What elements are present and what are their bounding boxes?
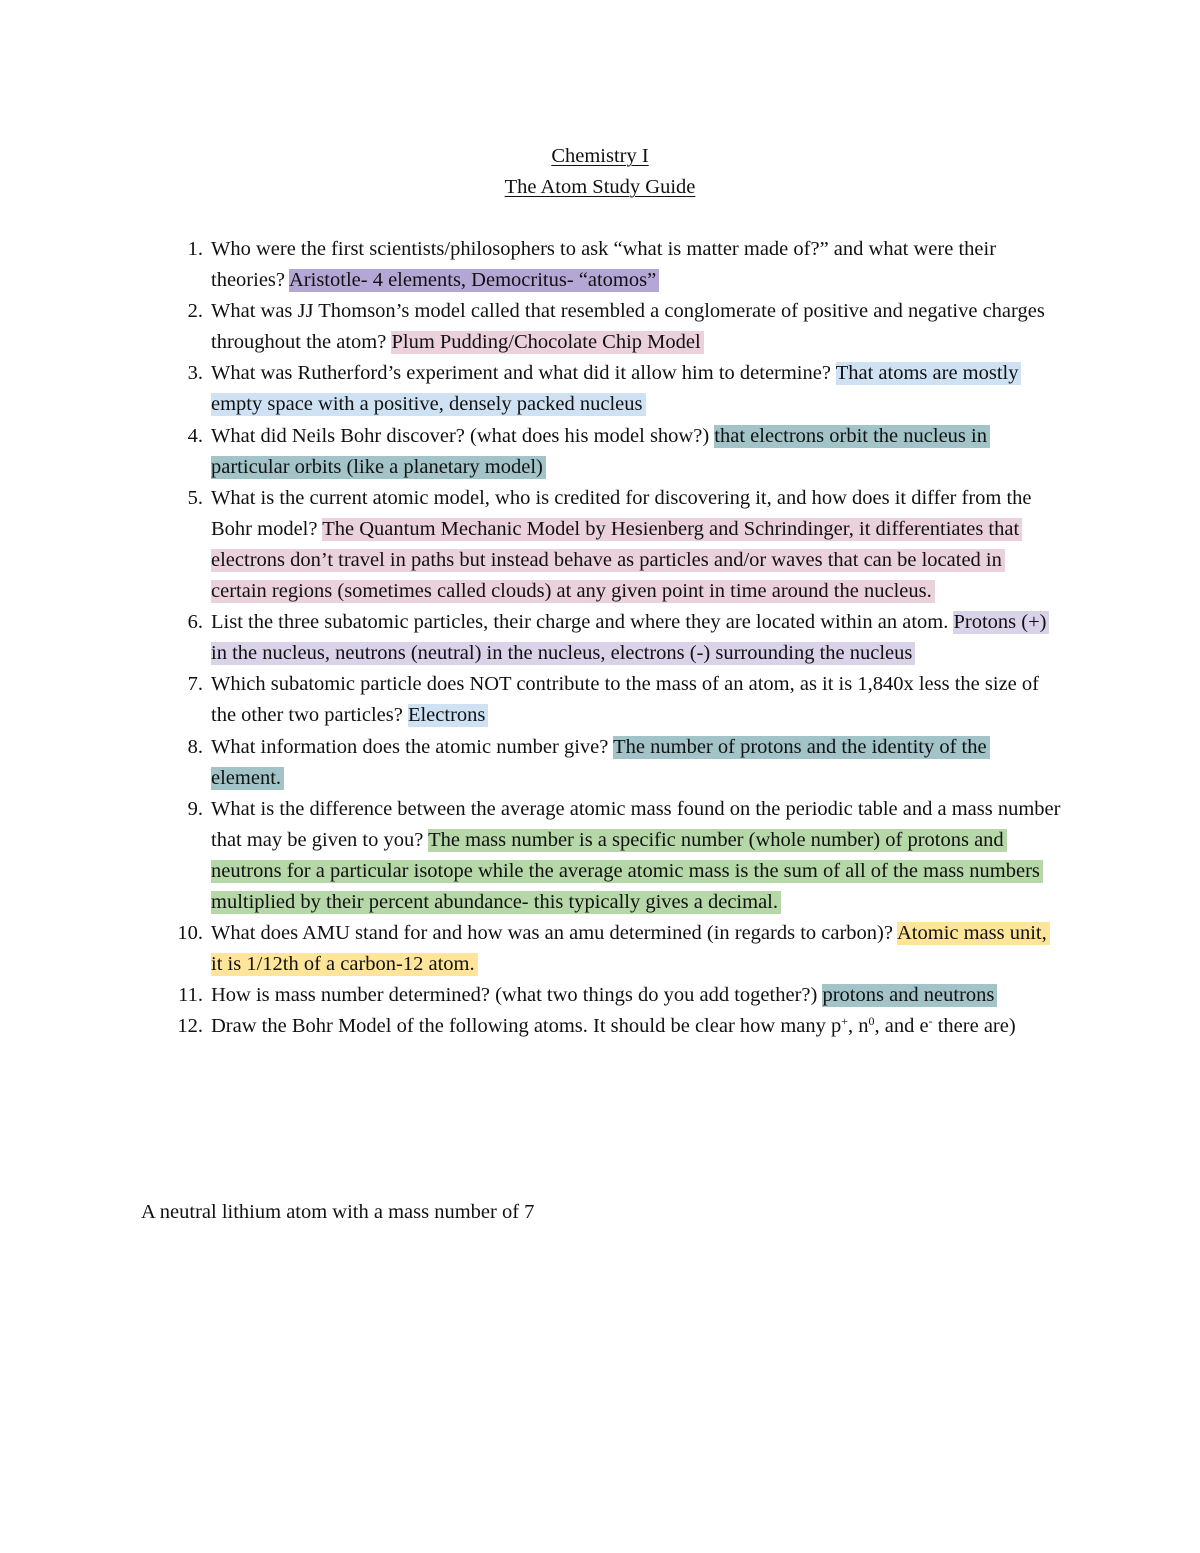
question-number: 5. <box>187 486 203 509</box>
question-number: 7. <box>187 673 203 696</box>
question-number: 4. <box>187 424 203 447</box>
proton-superscript: + <box>841 1014 849 1029</box>
question-item <box>178 980 1061 1011</box>
question-item <box>187 794 1061 918</box>
question-item <box>187 296 1061 358</box>
answer-highlight: protons and neutrons <box>822 984 997 1007</box>
question-number: 10. <box>177 922 203 945</box>
question-number: 2. <box>187 300 203 323</box>
lithium-prompt: A neutral lithium atom with a mass number of 7 <box>141 1201 535 1223</box>
course-title: Chemistry I <box>551 145 649 167</box>
question-number: 6. <box>187 611 203 634</box>
title-block <box>0 141 1200 203</box>
question-list <box>0 234 1061 1042</box>
question-item <box>187 421 1061 483</box>
answer-highlight: Aristotle- 4 elements, Democritus- “atomos” <box>289 269 659 292</box>
question-text: Draw the Bohr Model of the following atoms. It should be clear how many p+, $n^0$, and e- there are) <box>211 1014 1016 1038</box>
question-item <box>187 607 1061 669</box>
question-item <box>177 1011 1061 1042</box>
answer-highlight: Protons (+) in the nucleus, neutrons (neutral) in the nucleus, electrons (-) surrounding the nucleus <box>211 611 1049 665</box>
question-number: 9. <box>187 797 203 820</box>
question-text: What does AMU stand for and how was an amu determined (in regards to carbon)? <box>211 922 893 945</box>
question-item <box>187 234 1061 296</box>
question-number: 11. <box>178 984 203 1007</box>
question-text: How is mass number determined? (what two things do you add together?) <box>211 984 818 1007</box>
answer-highlight: Plum Pudding/Chocolate Chip Model <box>391 331 703 354</box>
answer-highlight: that electrons orbit the nucleus in particular orbits (like a planetary model) <box>211 425 990 479</box>
question-text: Which subatomic particle does NOT contribute to the mass of an atom, as it is 1,840x less the size of the other two particles? <box>211 673 1039 727</box>
answer-highlight: The Quantum Mechanic Model by Hesienberg and Schrindinger, it differentiates that electrons don’t travel in paths but instead behave as particles and/or waves that can be located in certain regions (sometimes called clouds) at any given point in time around the nucleus. <box>211 518 1022 603</box>
question-item <box>177 918 1061 980</box>
question-item <box>187 483 1061 607</box>
question-item <box>187 669 1061 731</box>
answer-highlight: Electrons <box>408 704 488 727</box>
neutron-superscript: 0 <box>868 1014 875 1029</box>
guide-title: The Atom Study Guide <box>504 176 696 198</box>
question-number: 3. <box>187 362 203 385</box>
question-text: What is the current atomic model, who is credited for discovering it, and how does it differ from the Bohr model? <box>211 486 1032 540</box>
question-number: 12. <box>177 1015 203 1038</box>
question-text: What is the difference between the average atomic mass found on the periodic table and a mass number that may be given to you? <box>211 797 1061 851</box>
question-text: Who were the first scientists/philosophers to ask “what is matter made of?” and what were their theories? <box>211 238 997 292</box>
question-item <box>187 732 1061 794</box>
question-number: 1. <box>187 238 203 260</box>
answer-highlight: Atomic mass unit, it is 1/12th of a carbon-12 atom. <box>211 922 1050 976</box>
question-text: What was JJ Thomson’s model called that resembled a conglomerate of positive and negative charges throughout the atom? <box>211 300 1045 354</box>
question-text: What did Neils Bohr discover? (what does his model show?) <box>211 424 710 447</box>
electron-superscript: - <box>928 1014 933 1029</box>
answer-highlight: The mass number is a specific number (whole number) of protons and neutrons for a particular isotope while the average atomic mass is the sum of all of the mass numbers multiplied by their percent abundance- this typically gives a decimal. <box>211 829 1043 914</box>
question-text: What information does the atomic number give? <box>211 735 609 758</box>
answer-highlight: That atoms are mostly empty space with a positive, densely packed nucleus <box>211 362 1021 416</box>
answer-highlight: The number of protons and the identity of the element. <box>211 736 990 790</box>
question-text: What was Rutherford’s experiment and what did it allow him to determine? <box>211 362 831 385</box>
question-text: List the three subatomic particles, their charge and where they are located within an atom. <box>211 611 949 634</box>
question-number: 8. <box>187 735 203 758</box>
question-item <box>187 358 1061 420</box>
